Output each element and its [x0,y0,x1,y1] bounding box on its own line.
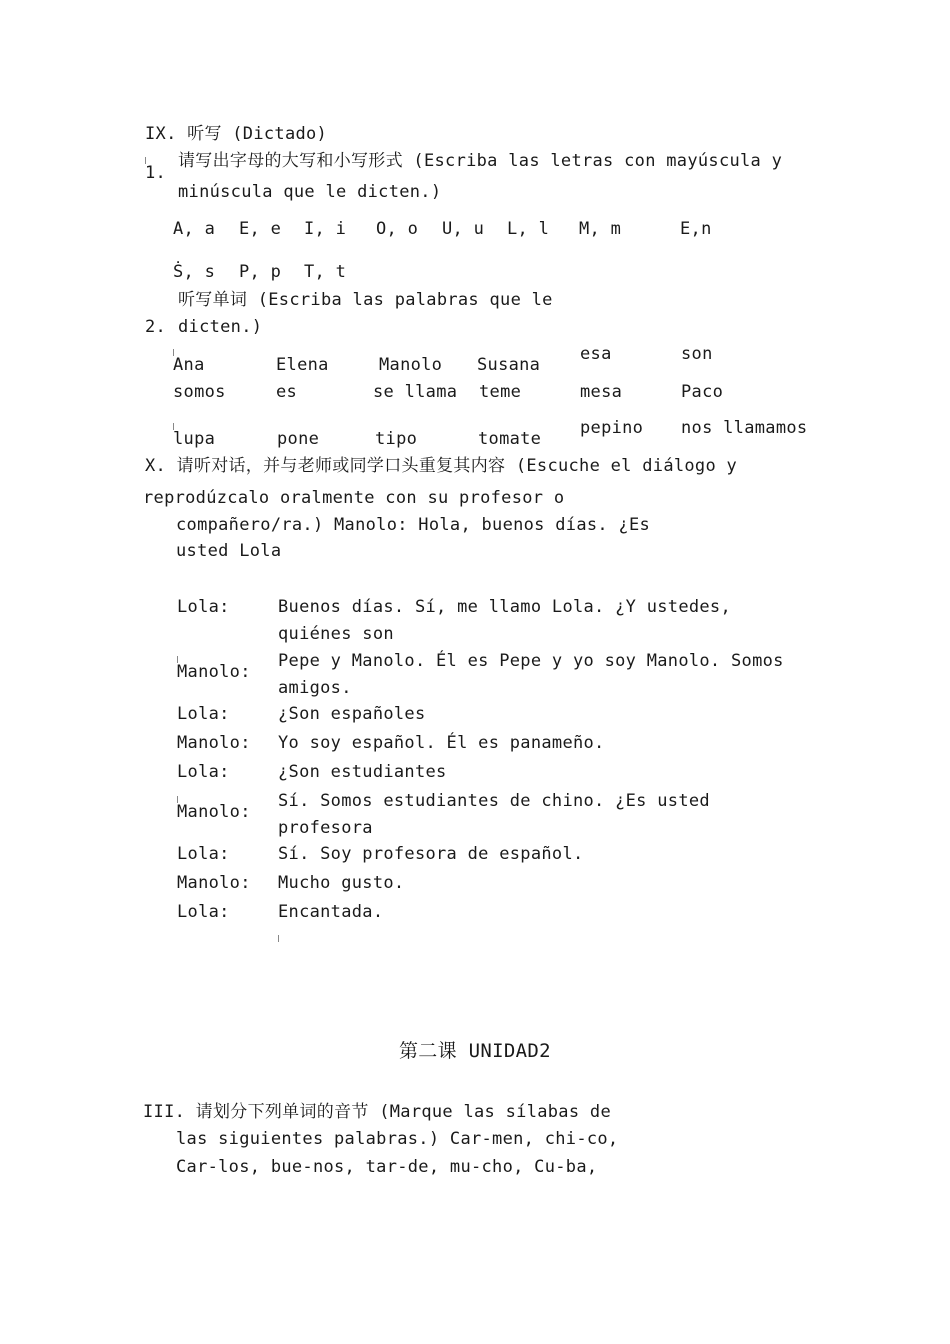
word: Elena [276,355,329,375]
word: Paco [681,382,724,402]
letter-pair: M, m [579,219,622,239]
dialogue-line: Buenos días. Sí, me llamo Lola. ¿Y ustedes, [278,597,731,617]
section-x-heading-line-1: X. 请听对话，并与老师或同学口头重复其内容 (Escuche el diálogo y [145,456,738,476]
letter-pair: I, i [304,219,347,239]
letter-pair: L, l [507,219,550,239]
letter-pair: T, t [304,262,347,282]
section-iii-line-2: las siguientes palabras.) Car-men, chi-co, [176,1129,619,1149]
dialogue-speaker: Lola: [177,844,230,864]
dialogue-speaker: Manolo: [177,733,251,753]
dialogue-speaker: Manolo: [177,873,251,893]
dialogue-speaker: Manolo: [177,802,251,822]
word: tipo [375,429,418,449]
dialogue-speaker: Manolo: [177,662,251,682]
item-2-number: 2. [145,317,167,337]
letter-pair: E,n [680,219,712,239]
dialogue-speaker: Lola: [177,762,230,782]
word: lupa [173,429,216,449]
section-x-heading-line-3: compañero/ra.) Manolo: Hola, buenos días. ¿Es [176,515,651,535]
dialogue-line: ¿Son estudiantes [278,762,447,782]
letter-pair: E, e [239,219,282,239]
dialogue-line: Pepe y Manolo. Él es Pepe y yo soy Manolo. Somos [278,651,784,671]
word: son [681,344,713,364]
word: pepino [580,418,644,438]
item-1-number: 1. [145,163,167,183]
dialogue-speaker: Lola: [177,704,230,724]
word: Manolo [379,355,443,375]
dialogue-line: ¿Son españoles [278,704,426,724]
word: pone [277,429,320,449]
word: esa [580,344,612,364]
word: teme [479,382,522,402]
section-ix-heading: IX. 听写 (Dictado) [145,124,328,144]
dialogue-line: Sí. Somos estudiantes de chino. ¿Es usted [278,791,710,811]
word: se llama [373,382,458,402]
letter-pair: Ṡ, s [173,262,216,282]
item-2-instruction-line-1: 听写单词 (Escriba las palabras que le [178,290,553,310]
letter-pair: P, p [239,262,282,282]
dialogue-line-continued: profesora [278,818,373,838]
dialogue-line: Sí. Soy profesora de español. [278,844,584,864]
letter-pair: U, u [442,219,485,239]
dialogue-line: Encantada. [278,902,384,922]
dialogue-line: Yo soy español. Él es panameño. [278,733,605,753]
word: Ana [173,355,205,375]
item-1-instruction-line-2: minúscula que le dicten.) [178,182,442,202]
dialogue-line: Mucho gusto. [278,873,405,893]
unit-2-title: 第二课 UNIDAD2 [399,1040,551,1062]
word: nos llamamos [681,418,808,438]
dialogue-line-continued: amigos. [278,678,352,698]
section-x-heading-line-4: usted Lola [176,541,282,561]
dialogue-line-continued: quiénes son [278,624,394,644]
word: Susana [477,355,541,375]
item-1-instruction-line-1: 请写出字母的大写和小写形式 (Escriba las letras con mayúscula y [178,151,783,171]
letter-pair: O, o [376,219,419,239]
letter-pair: A, a [173,219,216,239]
section-iii-line-3: Car-los, bue-nos, tar-de, mu-cho, Cu-ba, [176,1157,598,1177]
word: es [276,382,298,402]
section-iii-line-1: III. 请划分下列单词的音节 (Marque las sílabas de [143,1102,611,1122]
section-x-heading-line-2: reprodúzcalo oralmente con su profesor o [143,488,565,508]
word: somos [173,382,226,402]
word: tomate [478,429,542,449]
item-2-instruction-line-2: dicten.) [178,317,263,337]
dialogue-speaker: Lola: [177,597,230,617]
dialogue-speaker: Lola: [177,902,230,922]
margin-mark [278,935,279,942]
word: mesa [580,382,623,402]
